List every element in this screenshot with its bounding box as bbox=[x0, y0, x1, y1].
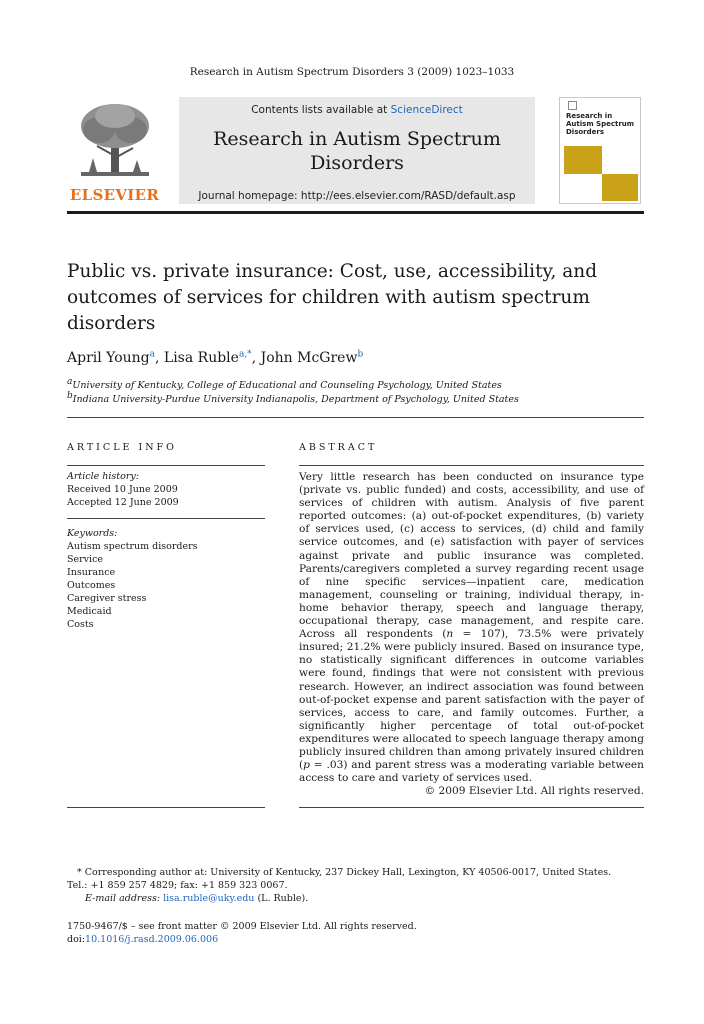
abstract-copyright: © 2009 Elsevier Ltd. All rights reserved. bbox=[424, 785, 644, 798]
elsevier-tree-icon bbox=[75, 100, 155, 180]
banner-center bbox=[179, 97, 535, 204]
contents-line: Contents lists available at ScienceDirect bbox=[251, 104, 463, 116]
keyword: Service bbox=[67, 554, 104, 565]
cover-title: Research in Autism Spectrum Disorders bbox=[566, 112, 635, 136]
cover-block bbox=[602, 174, 638, 201]
keyword: Medicaid bbox=[67, 606, 112, 617]
keyword: Autism spectrum disorders bbox=[67, 541, 198, 552]
front-matter: 1750-9467/$ – see front matter © 2009 Elsevier Ltd. All rights reserved. doi:10.1016/j.rasd.2009.06.006 bbox=[67, 920, 644, 946]
author-affiliation-mark[interactable]: a bbox=[149, 349, 155, 360]
info-rule bbox=[67, 807, 265, 808]
article-history: Article history: Received 10 June 2009 Accepted 12 June 2009 bbox=[67, 470, 265, 509]
corresponding-address: Corresponding author at: University of Kentucky, 237 Dickey Hall, Lexington, KY 40506-0017, United States. bbox=[84, 867, 612, 878]
article-title: Public vs. private insurance: Cost, use, accessibility, and outcomes of services for children with autism spectrum disorders bbox=[67, 261, 598, 334]
doi-link[interactable]: 10.1016/j.rasd.2009.06.006 bbox=[85, 934, 219, 945]
info-rule bbox=[67, 518, 265, 519]
cover-block bbox=[564, 146, 602, 174]
author-name: Lisa Ruble bbox=[163, 350, 239, 366]
received-date: Received 10 June 2009 bbox=[67, 484, 178, 495]
author-affiliation-mark[interactable]: b bbox=[357, 349, 364, 360]
keyword: Costs bbox=[67, 619, 94, 630]
issn-line: 1750-9467/$ – see front matter © 2009 Elsevier Ltd. All rights reserved. bbox=[67, 921, 417, 932]
abstract-rule bbox=[299, 807, 644, 808]
publisher-name: ELSEVIER bbox=[69, 186, 160, 204]
journal-banner bbox=[67, 97, 644, 205]
author-list: April Young$^a$, Lisa Ruble$^{a,*}$, John McGrew$^b$ bbox=[67, 349, 364, 366]
abstract-rule bbox=[299, 465, 644, 466]
author-name: John McGrew bbox=[260, 350, 358, 366]
author-name: April Young bbox=[67, 350, 150, 366]
affiliation: $^a$University of Kentucky, College of Educational and Counseling Psychology, United States bbox=[67, 376, 502, 391]
cover-logo-icon bbox=[568, 101, 577, 110]
banner-rule bbox=[67, 211, 644, 214]
journal-cover bbox=[559, 97, 641, 204]
cover-block bbox=[602, 146, 638, 174]
section-rule bbox=[67, 417, 644, 418]
sciencedirect-link[interactable]: ScienceDirect bbox=[390, 104, 463, 116]
journal-homepage[interactable]: Journal homepage: http://ees.elsevier.com/RASD/default.asp bbox=[198, 190, 516, 202]
info-rule bbox=[67, 465, 265, 466]
publisher-logo[interactable] bbox=[67, 100, 162, 205]
abstract-body: Very little research has been conducted on insurance type (private vs. public funded) and costs, accessibility, and use of services of children with autism. Analysis of five parent reported outcomes: (a) out-of-pocket expenditures, (b) variety of services used, (c) access to services, (d) child and family service outcomes, and (e) satisfaction with payer of services against private and public insurance was completed. Parents/caregivers completed a survey regarding recent usage of nine specific services—inpatient care, medication management, counseling or training, individual therapy, in-home behavior therapy, speech and language therapy, occupational therapy, case management, and respite care. Across all respondents (n = 107), 73.5% were privately insured; 21.2% were publicly insured. Based on insurance type, no statistically significant differences in outcome variables were found, findings that were not consistent with previous research. However, an indirect association was found between out-of-pocket expense and parent satisfaction with the payer of services, access to care, and family outcomes. Further, a significantly higher percentage of total out-of-pocket expenditures were allocated to speech language therapy among publicly insured children than among privately insured children (p = .03) and parent stress was a moderating variable between access to care and variety of services used. © 2009 Elsevier Ltd. All rights reserved. bbox=[299, 471, 645, 798]
keywords: Keywords: Autism spectrum disorders Service Insurance Outcomes Caregiver stress Medicaid Costs bbox=[67, 527, 265, 631]
keyword: Insurance bbox=[67, 567, 116, 578]
keyword: Caregiver stress bbox=[67, 593, 147, 604]
footnotes: * Corresponding author at: University of Kentucky, 237 Dickey Hall, Lexington, KY 40506-0017, United States. Tel.: +1 859 257 4829; fax: +1 859 323 0067. E-mail address: lisa.ruble@uky.edu (L. Ruble). bbox=[67, 866, 644, 905]
affiliation: $^b$Indiana University-Purdue University Indianapolis, Department of Psychology, United States bbox=[67, 390, 519, 405]
running-header: Research in Autism Spectrum Disorders 3 (2009) 1023–1033 bbox=[189, 66, 515, 78]
article-info-heading: ARTICLE INFO bbox=[67, 442, 177, 453]
journal-name[interactable]: Research in Autism Spectrum Disorders bbox=[213, 128, 501, 174]
abstract-heading: ABSTRACT bbox=[299, 442, 378, 453]
author-affiliation-mark[interactable]: a,* bbox=[238, 349, 252, 360]
keyword: Outcomes bbox=[67, 580, 116, 591]
email-link[interactable]: lisa.ruble@uky.edu bbox=[163, 893, 255, 904]
contact-phone: Tel.: +1 859 257 4829; fax: +1 859 323 0067. bbox=[67, 880, 288, 891]
accepted-date: Accepted 12 June 2009 bbox=[67, 497, 179, 508]
